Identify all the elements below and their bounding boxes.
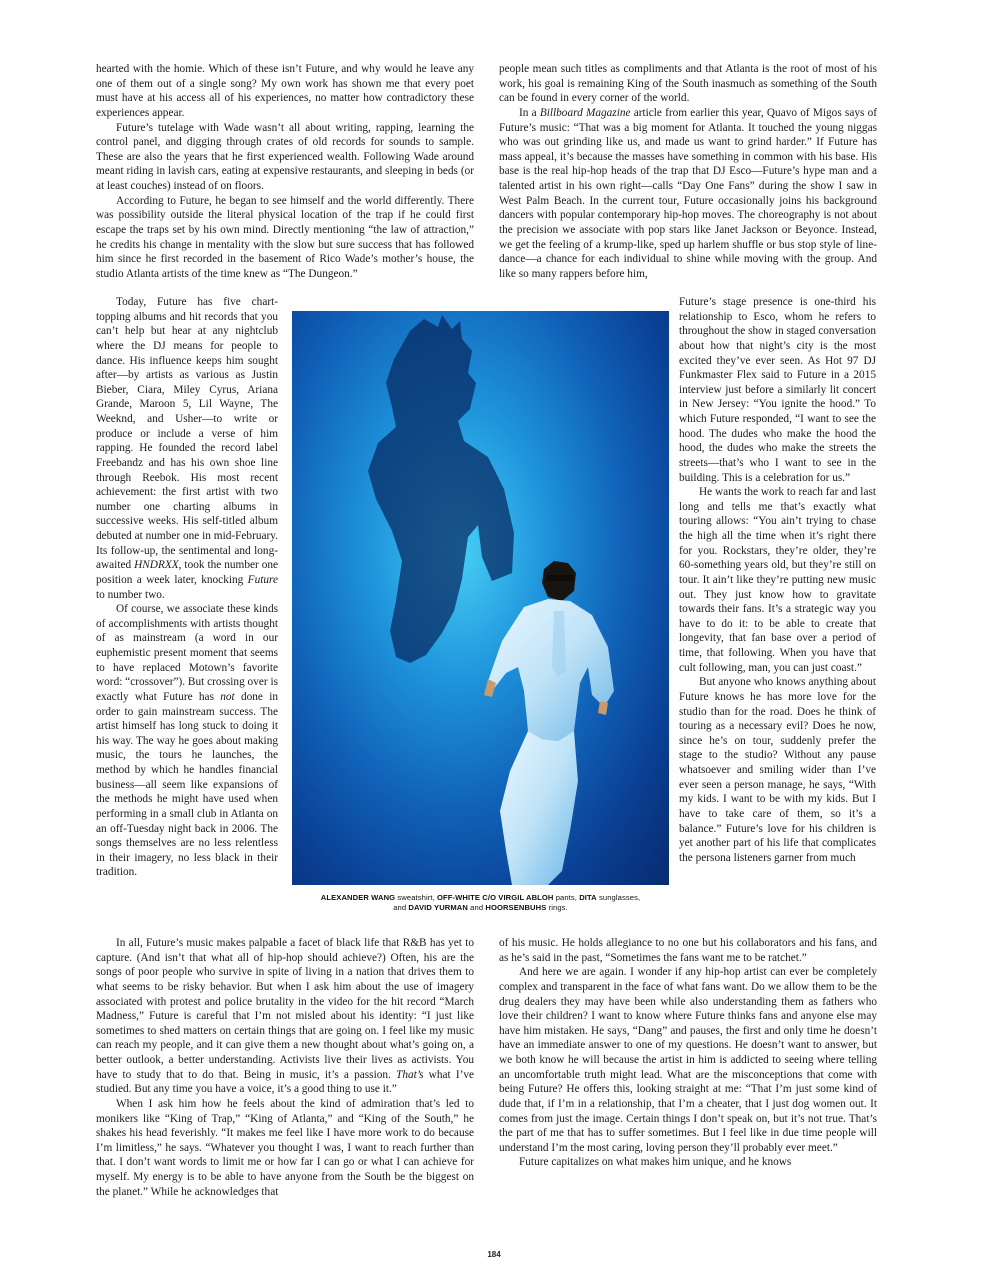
paragraph: Future’s stage presence is one-third his relationship to Esco, whom he refers to throughout the show in staged conversation about how that night’s city is the most excited they’ve ever seen. As Hot 97 DJ Funkmaster Flex said to Future in a 2015 interview just before a similarly lit concert in New Jersey: “You ignite the hood.” To which Future responded, “I want to see the hood. The dudes who make the hood the hood, the dudes who make the streets the streets—that’s who I want to see in the building. This is a celebration for us.” — [679, 296, 876, 484]
right-column-bottom — [499, 936, 877, 1170]
paragraph: When I ask him how he feels about the kind of admiration that’s led to monikers like “King of Trap,” “King of Atlanta,” and “King of the South,” he shakes his head feverishly. “It makes me feel like I have more work to do because I’m limitless,” he says. “Whatever you thought I was, I want to reach further than that. I don’t want words to limit me or how far I can go or what I can achieve for myself. My energy is to be able to have anyone from the South be the biggest on the planet.” While he acknowledges that — [96, 1097, 474, 1198]
left-column-narrow — [96, 295, 278, 880]
paragraph: Future capitalizes on what makes him unique, and he knows — [519, 1156, 792, 1169]
paragraph: of his music. He holds allegiance to no one but his collaborators and his fans, and as he’s said in the past, “Sometimes the fans want me to be ratchet.” — [499, 937, 877, 964]
left-column-top — [96, 62, 474, 281]
paragraph: Today, Future has five chart-topping albums and hit records that you can’t help but hear at any nightclub where the DJ means for people to dance. His influence keeps him sought after—by artists as various as Justin Bieber, Ciara, Miley Cyrus, Ariana Grande, Maroon 5, Lil Wayne, The Weeknd, and Usher—to write or produce or include a verse of him rapping. He founded the record label Freebandz and has his own shoe line through Reebok. His most recent achievement: the first artist with two number one charting albums in successive weeks. His self-titled album debuted at number one in mid-February. Its follow-up, the sentimental and long-awaited HNDRXX, took the number one position a week later, knocking Future to number two. — [96, 296, 279, 601]
paragraph: He wants the work to reach far and last long and tells me that’s exactly what touring allows: “You ain’t trying to chase the high all the time when it’s right there for you. Rockstars, they’re older, they’re 60-something years old, but they’re still on tour. It ain’t like they’re putting new music out. They just know how to gravitate towards their fans. It’s a strategic way you have to do it: to be able to create that longevity, that fan base over a period of time, that following. When you have that cult following, man, you can just coast.” — [679, 486, 876, 674]
paragraph: According to Future, he began to see himself and the world differently. There was possibility outside the literal physical location of the trap if he could first escape the traps set by his own mind. Directly mentioning “the law of attraction,” he credits his change in mentality with the slow but sure success that has followed him since he first recorded in the basement of Rico Wade’s mother’s house, the studio Atlanta artists of the time knew as “The Dungeon.” — [96, 194, 474, 280]
paragraph: people mean such titles as compliments and that Atlanta is the root of most of his work, his goal is remaining King of the South inasmuch as something of the South can be found in every corner of the world. — [499, 63, 877, 105]
artist-photo — [292, 311, 669, 885]
album-title: HNDRXX — [134, 559, 179, 572]
paragraph: But anyone who knows anything about Future knows he has more love for the studio than for the road. Does he think of touring as a necessary evil? Does he now, since he’s on tour, suddenly prefer the stage to the studio? Without any pause whatsoever and smiling wider than I’ve ever seen a person manage, he says, “With my kids. I want to be with my kids. But I have to take care of them, so it’s a balance.” Future’s love for his children is yet another part of his life that complicates the persona listeners garner from much — [679, 676, 876, 864]
album-title: Future — [247, 573, 278, 586]
paragraph: Of course, we associate these kinds of accomplishments with artists thought of as mainstream (a word in our euphemistic present moment that seems to have replaced Motown’s favorite word: “crossover”). But crossing over is exactly what Future has not done in order to gain mainstream success. The artist himself has long stuck to doing it his way. The way he goes about making music, the tours he launches, the method by which he handles financial business—all seem like expansions of the methods he might have used when performing in a small club in Atlanta on an off-Tuesday night back in 2006. The songs themselves are no less relentless in their imagery, no less black in their tradition. — [96, 603, 278, 879]
paragraph: Future’s tutelage with Wade wasn’t all about writing, rapping, learning the control panel, and digging through crates of old records for sounds to sample. These are also the years that he first experienced wealth. Following Wade around meant riding in lavish cars, eating at expensive restaurants, and sleeping in beds (or at least couches) instead of on floors. — [96, 121, 474, 192]
artist-photo-illustration — [292, 311, 669, 885]
background-glow — [292, 311, 669, 885]
paragraph: In a Billboard Magazine article from earlier this year, Quavo of Migos says of Future’s music: “That was a big moment for Atlanta. It touched the young niggas who was out grinding like us, and made us want to grind harder.” If Future has mass appeal, it’s because the masses have something in common with his base. His base is the real hip-hop heads of the trap that DJ Esco—Future’s hype man and a talented artist in his own right—calls “Day One Fans” during the show I saw in West Palm Beach. In the current tour, Future occasionally joins his background dancers with popular contemporary hip-hop moves. The choreography is not about the precision we associate with pop stars like Janet Jackson or Beyonce. Instead, we get the feeling of a krump-like, sped up harlem shuffle or bus stop style of line-dance—a chance for each individual to shine while moving with the group. And like so many rappers before him, — [499, 106, 878, 280]
left-column-bottom — [96, 936, 474, 1199]
paragraph: And here we are again. I wonder if any hip-hop artist can ever be completely complex and transparent in the face of what fans want. Do we allow them to be the drug dealers they may have been while also understanding them as fathers who love their children? I want to know where Future thinks fans and anyone else may have him mistaken. He says, “Dang” and pauses, the first and only time he doesn’t have an immediate answer to one of my questions. He doesn’t want to answer, but we both know he will because the artist in him is addicted to seeing where telling an uncomfortable truth might lead. What are the misconceptions that come with being Future? He offers this, looking straight at me: “That I’m just some kind of dude that, if I’m in a relationship, that I’m a cheater, that I just dog women out. It comes from just the image. Certain things I don’t speak on, but it’s not true. That’s the part of me that has to suffer sometimes. But I feel like in due time people will understand I’m the most caring, loving person they’ll probably ever meet.” — [499, 966, 877, 1154]
right-column-top — [499, 62, 877, 281]
paragraph: In all, Future’s music makes palpable a facet of black life that R&B has yet to capture. (And isn’t that what all of hip-hop should achieve?) Often, his are the songs of poor people who survive in spite of living in a nation that drives them to what seems to be risky behavior. But when I ask him about the use of imagery associated with protest and police brutality in the video for the hit record “March Madness,” Future is careful that I’m not misled about his identity: “I just like sometimes to shed matters on certain things that are going on. I feel like my music can reach my people, and it can give them a new thought about what’s going on, a better outlook, a better understanding. Activists live their lives as activists. You have to study that to do that. Being in music, it’s a passion. That’s what I’ve studied. But any time you have a voice, it’s a good thing to use it.” — [96, 937, 475, 1096]
paragraph: hearted with the homie. Which of these isn’t Future, and why would he leave any one of them out of a single song? My own work has shown me that every poet must have at his access all of his experiences, no matter how contradictory these experiences appear. — [96, 63, 474, 119]
photo-caption: ALEXANDER WANG sweatshirt, OFF-WHITE C/O VIRGIL ABLOH pants, DITA sunglasses, and DAVID YURMAN and HOORSENBUHS rings. — [320, 893, 641, 912]
right-column-narrow — [679, 295, 876, 865]
page-number: 184 — [487, 1250, 501, 1259]
